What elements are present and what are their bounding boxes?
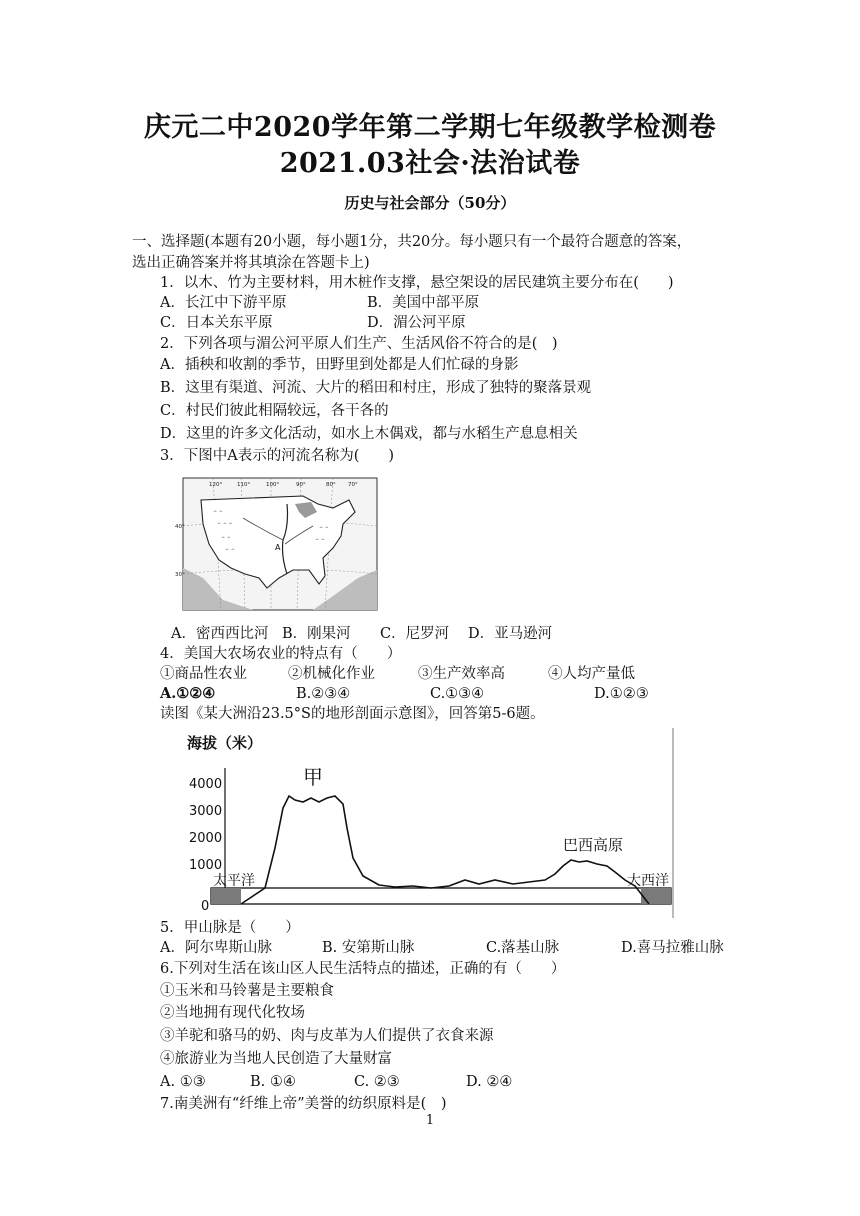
q3-option-d: D．亚马逊河: [468, 626, 553, 642]
q4-stem: 4．美国大农场农业的特点有（ ）: [160, 646, 402, 662]
q4-item-4: ④人均产量低: [548, 666, 635, 682]
q6-option-d: D. ②④: [466, 1074, 513, 1090]
svg-text:^ ^: ^ ^: [319, 526, 329, 532]
map-lon-label-1: 120°: [209, 482, 223, 488]
q1-stem: 1．以木、竹为主要材料，用木桩作支撑，悬空架设的居民建筑主要分布在( ): [160, 275, 674, 291]
svg-text:^ ^: ^ ^: [315, 538, 325, 544]
q4-item-2: ②机械化作业: [288, 666, 375, 682]
q3-option-c: C．尼罗河: [380, 626, 450, 642]
svg-text:^ ^ ^: ^ ^ ^: [217, 522, 233, 528]
svg-text:^ ^: ^ ^: [213, 510, 223, 516]
q4-option-b: B.②③④: [296, 686, 351, 702]
q1-option-d: D．湄公河平原: [367, 315, 466, 331]
q2-option-d: D．这里的许多文化活动，如水上木偶戏，都与水稻生产息息相关: [160, 426, 578, 442]
mountain-label: 甲: [303, 765, 323, 789]
sea-level-band: [211, 888, 671, 904]
profile-ylabel: 海拔（米）: [187, 734, 263, 752]
map-lat-label-1: 40°: [175, 524, 185, 530]
q6-option-c: C. ②③: [354, 1074, 400, 1090]
terrain-profile-diagram: [183, 728, 678, 918]
pacific-block: [211, 888, 241, 904]
q7-stem: 7.南美洲有“纤维上帝”美誉的纺织原料是( ): [160, 1096, 447, 1112]
q3-stem: 3．下图中A表示的河流名称为( ): [160, 448, 395, 464]
q4-item-1: ①商品性农业: [160, 666, 247, 682]
q6-option-a: A. ①③: [160, 1074, 206, 1090]
q3-option-b: B．刚果河: [282, 626, 351, 642]
map-lon-label-3: 100°: [266, 482, 280, 488]
svg-text:^ ^: ^ ^: [225, 548, 235, 554]
q3-option-a: A．密西西比河: [171, 626, 269, 642]
map-lat-label-2: 30°: [175, 572, 185, 578]
q1-option-c: C．日本关东平原: [160, 315, 273, 331]
profile-tick-2000: 2000: [189, 831, 223, 846]
map-lon-label-4: 90°: [296, 482, 306, 488]
q5-stem: 5．甲山脉是（ ）: [160, 920, 300, 936]
usa-map-svg: [175, 478, 377, 610]
usa-river-map: [175, 478, 377, 610]
q2-option-b: B．这里有渠道、河流、大片的稻田和村庄，形成了独特的聚落景观: [160, 380, 592, 396]
profile-tick-3000: 3000: [189, 804, 223, 819]
q2-stem: 2．下列各项与湄公河平原人们生产、生活风俗不符合的是( ): [160, 336, 558, 352]
atlantic-block: [641, 888, 671, 904]
reading-instruction: 读图《某大洲沿23.5°S的地形剖面示意图》，回答第5-6题。: [160, 706, 545, 722]
plateau-label: 巴西高原: [563, 836, 624, 854]
page-number: 1: [425, 1113, 435, 1128]
section-title: 历史与社会部分（50分）: [344, 194, 516, 212]
q5-option-c: C.落基山脉: [486, 940, 560, 956]
q5-option-a: A．阿尔卑斯山脉: [160, 940, 272, 956]
q4-item-3: ③生产效率高: [418, 666, 505, 682]
q6-item-3: ③羊驼和骆马的奶、肉与皮革为人们提供了衣食来源: [160, 1028, 494, 1044]
exam-title: 庆元二中2020学年第二学期七年级教学检测卷: [143, 112, 717, 143]
q6-stem: 6.下列对生活在该山区人民生活特点的描述，正确的有（ ）: [160, 961, 566, 977]
q6-option-b: B. ①④: [250, 1074, 296, 1090]
map-lon-label-2: 110°: [237, 482, 251, 488]
q5-option-d: D.喜马拉雅山脉: [621, 940, 724, 956]
q4-option-c: C.①③④: [430, 686, 485, 702]
q2-option-a: A．插秧和收割的季节，田野里到处都是人们忙碌的身影: [160, 357, 519, 373]
q5-option-b: B. 安第斯山脉: [322, 940, 415, 956]
profile-tick-1000: 1000: [189, 858, 223, 873]
q6-item-2: ②当地拥有现代化牧场: [160, 1005, 305, 1021]
q6-item-1: ①玉米和马铃薯是主要粮食: [160, 983, 334, 999]
section-intro-line2: 选出正确答案并将其填涂在答题卡上): [132, 255, 370, 271]
map-marker-a: A: [275, 543, 281, 552]
svg-text:^ ^: ^ ^: [221, 536, 231, 542]
map-lon-label-6: 70°: [348, 482, 358, 488]
terrain-profile-svg: [183, 728, 678, 918]
q1-option-b: B．美国中部平原: [367, 295, 480, 311]
pacific-label: 太平洋: [213, 873, 255, 889]
map-lon-label-5: 80°: [326, 482, 336, 488]
section-intro-line1: 一、选择题(本题有20小题，每小题1分，共20分。每小题只有一个最符合题意的答案，: [132, 234, 692, 250]
profile-tick-0: 0: [201, 899, 210, 914]
q6-item-4: ④旅游业为当地人民创造了大量财富: [160, 1051, 392, 1067]
q2-option-c: C．村民们彼此相隔较远，各干各的: [160, 403, 389, 419]
q4-option-a: A.①②④: [160, 685, 216, 702]
exam-subtitle: 2021.03社会·法治试卷: [279, 148, 581, 179]
atlantic-label: 大西洋: [627, 873, 669, 889]
q1-option-a: A．长江中下游平原: [160, 295, 287, 311]
profile-tick-4000: 4000: [189, 777, 223, 792]
q4-option-d: D.①②③: [594, 686, 649, 702]
